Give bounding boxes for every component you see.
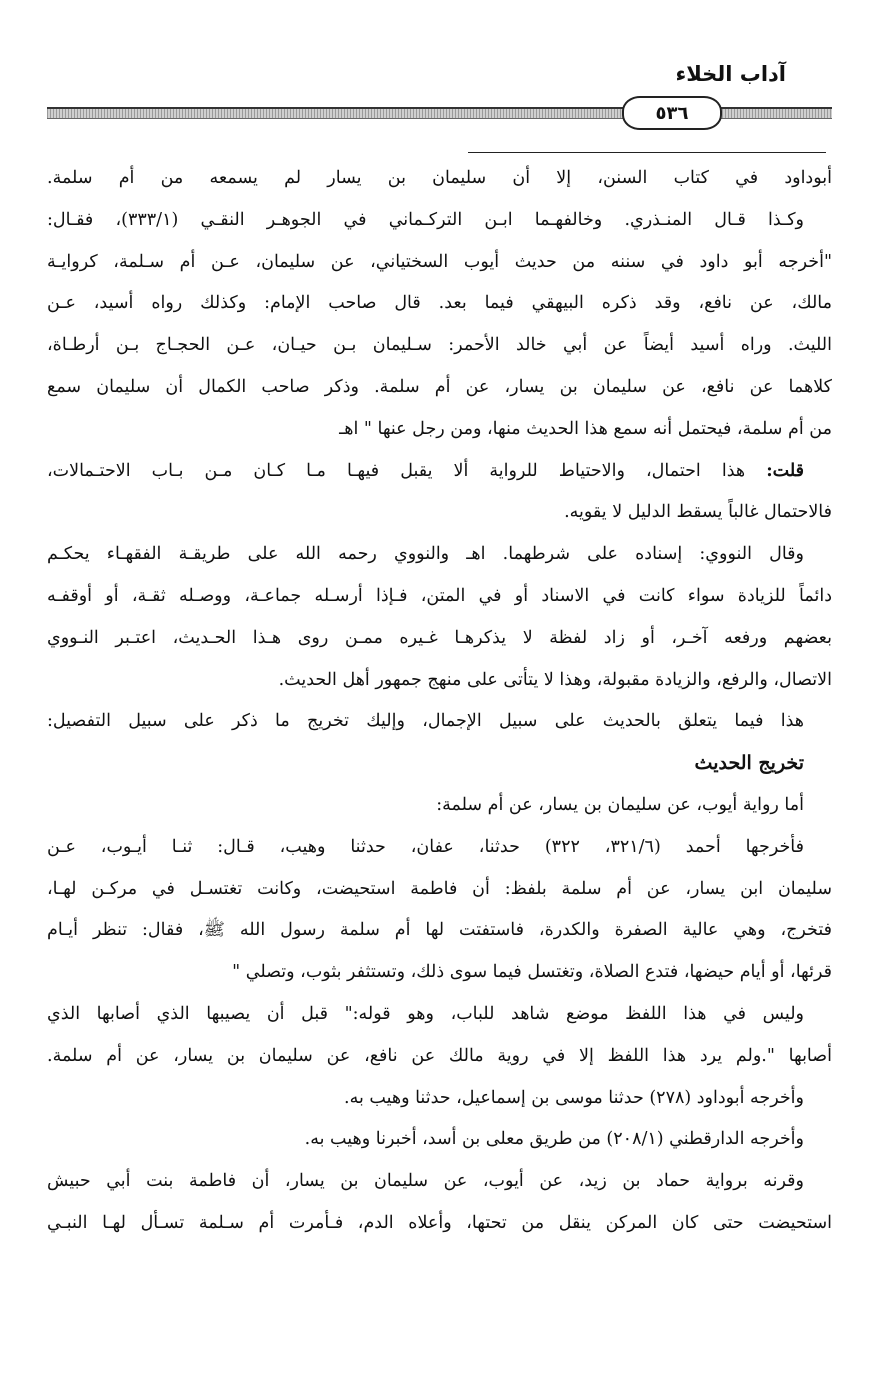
text-line: وقال النووي: إسناده على شرطهما. اهـ والنووي رحمه الله على طريقـة الفقهـاء يحكـم — [47, 544, 804, 565]
text-line: وأخرجه أبوداود (٢٧٨) حدثنا موسى بن إسماعيل، حدثنا وهيب به. — [344, 1087, 804, 1108]
text-line: استحيضت حتى كان المركن ينقل من تحتها، وأعلاه الدم، فـأمرت أم سـلمة تسـأل لهـا النبـي — [47, 1212, 832, 1233]
text-line: فتخرج، وهي عالية الصفرة والكدرة، فاستفتت لها أم سلمة رسول الله ﷺ، فقال: تنظر أيـام — [47, 920, 832, 941]
qultu-label: قلت: — [766, 460, 804, 481]
text-line: وقرنه برواية حماد بن زيد، عن أيوب، عن سليمان بن يسار، أن فاطمة بنت أبي حبيش — [47, 1171, 804, 1192]
text-line: وأخرجه الدارقطني (٢٠٨/١) من طريق معلى بن أسد، أخبرنا وهيب به. — [304, 1129, 804, 1150]
text-line: كلاهما عن نافع، عن سليمان بن يسار، عن أم سلمة. وذكر صاحب الكمال أن سليمان سمع — [47, 376, 832, 397]
text-line: الاتصال، والرفع، والزيادة مقبولة، وهذا لا يتأتى على منهج جمهور أهل الحديث. — [278, 669, 832, 690]
text-line: الليث. وراه أسيد أيضاً عن أبي خالد الأحمر: سـليمان بـن حيـان، عـن الحجـاج بـن أرطـاة، — [47, 335, 832, 356]
text-line: دائماً للزيادة سواء كانت في الاسناد أو في المتن، فـإذا أرسـله جماعـة، ووصـله ثقـة، أو أوقفـه — [47, 585, 832, 606]
text-line: قلت: هذا احتمال، والاحتياط للرواية ألا يقبل فيهـا مـا كـان مـن بـاب الاحتـمالات، — [47, 460, 804, 481]
text-line: وكـذا قـال المنـذري. وخالفهـما ابـن التركـماني في الجوهـر النقـي (٣٣٣/١)، فقـال: — [47, 209, 804, 230]
body-text — [47, 158, 832, 1245]
text-line: قرئها، أو أيام حيضها، فتدع الصلاة، وتغتسل فيما سوى ذلك، وتستثفر بثوب، وتصلي " — [232, 962, 832, 983]
text-line: أبوداود في كتاب السنن، إلا أن سليمان بن يسار لم يسمعه من أم سلمة. — [47, 168, 832, 188]
text-line: مالك، عن نافع، وقد ذكره البيهقي فيما بعد. قال صاحب الإمام: وكذلك رواه أسيد، عـن — [47, 293, 832, 314]
running-title: آداب الخلاء — [675, 62, 786, 86]
text-line: "أخرجه أبو داود في سننه من حديث أيوب السختياني، عن سليمان، عـن أم سـلمة، كروايـة — [47, 251, 832, 272]
footnote-separator — [468, 152, 826, 153]
text-line: وليس في هذا اللفظ موضع شاهد للباب، وهو قوله:" قبل أن يصيبها الذي أصابها الذي — [47, 1003, 804, 1024]
text-line: فالاحتمال غالباً يسقط الدليل لا يقويه. — [564, 502, 832, 523]
text-line: من أم سلمة، فيحتمل أنه سمع هذا الحديث منها، ومن رجل عنها " اهـ — [339, 418, 832, 439]
text-line: هذا فيما يتعلق بالحديث على سبيل الإجمال، وإليك تخريج ما ذكر على سبيل التفصيل: — [47, 711, 804, 732]
section-heading: تخريج الحديث — [694, 752, 804, 775]
text-line: فأخرجها أحمد (٣٢١/٦، ٣٢٢) حدثنا، عفان، حدثنا وهيب، قـال: ثنـا أيـوب، عـن — [47, 836, 804, 857]
text-line: أما رواية أيوب، عن سليمان بن يسار، عن أم سلمة: — [436, 794, 804, 815]
page-number: ٥٣٦ — [622, 96, 722, 130]
text-line: بعضهم ورفعه آخـر، أو زاد لفظة لا يذكرهـا غـيره ممـن روى هـذا الحـديث، اعتـبر النـووي — [47, 627, 832, 648]
text-line: سليمان ابن يسار، عن أم سلمة بلفظ: أن فاطمة استحيضت، وكانت تغتسـل في مركـن لهـا، — [47, 878, 832, 899]
text-line: أصابها ".ولم يرد هذا اللفظ إلا في روية مالك عن نافع، عن سليمان بن يسار، عن أم سلمة. — [47, 1045, 832, 1066]
